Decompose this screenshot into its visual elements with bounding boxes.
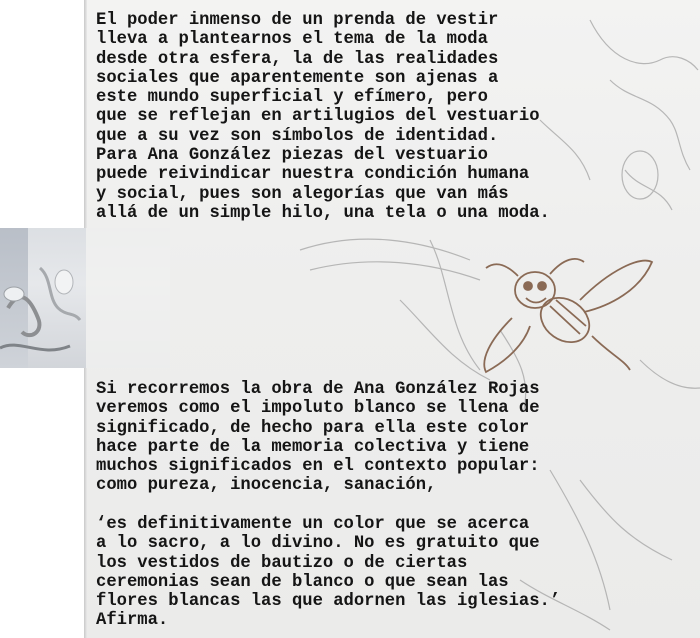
text-line: Afirma. bbox=[96, 611, 169, 631]
bee-illustration bbox=[484, 259, 652, 372]
text-line: flores blancas las que adornen las iglesias.’ bbox=[96, 592, 561, 612]
photo-strip bbox=[0, 228, 170, 368]
text-line: significado, de hecho para ella este color bbox=[96, 418, 530, 438]
text-line: sociales que aparentemente son ajenas a bbox=[96, 68, 499, 88]
text-line: los vestidos de bautizo o de ciertas bbox=[96, 553, 468, 573]
paragraph-quote bbox=[96, 515, 560, 631]
white-sculpture-image bbox=[0, 228, 86, 368]
text-line: puede reivindicar nuestra condición humana bbox=[96, 165, 530, 185]
text-line: lleva a plantearnos el tema de la moda bbox=[96, 30, 488, 50]
text-line: que se reflejan en artilugios del vestuario bbox=[96, 107, 540, 127]
text-line: ‘es definitivamente un color que se acerca bbox=[96, 515, 530, 534]
text-line: desde otra esfera, la de las realidades bbox=[96, 49, 499, 69]
text-line: Para Ana González piezas del vestuario bbox=[96, 146, 488, 166]
text-line: este mundo superficial y efímero, pero bbox=[96, 88, 488, 108]
text-line: muchos significados en el contexto popular: bbox=[96, 457, 540, 477]
text-line: veremos como el impoluto blanco se llena de bbox=[96, 399, 540, 419]
text-line: El poder inmenso de un prenda de vestir bbox=[96, 11, 499, 30]
text-line: allá de un simple hilo, una tela o una moda. bbox=[96, 203, 550, 223]
text-line: ceremonias sean de blanco o que sean las bbox=[96, 572, 509, 592]
photo-frame bbox=[86, 228, 170, 368]
paragraph-intro bbox=[96, 11, 550, 223]
text-line: Si recorremos la obra de Ana González Rojas bbox=[96, 380, 540, 399]
paragraph-white-color bbox=[96, 380, 540, 496]
text-line: a lo sacro, a lo divino. No es gratuito que bbox=[96, 534, 540, 554]
text-line: que a su vez son símbolos de identidad. bbox=[96, 126, 499, 146]
text-line: hace parte de la memoria colectiva y tiene bbox=[96, 437, 530, 457]
text-line: como pureza, inocencia, sanación, bbox=[96, 476, 437, 496]
text-line: y social, pues son alegorías que van más bbox=[96, 184, 509, 204]
